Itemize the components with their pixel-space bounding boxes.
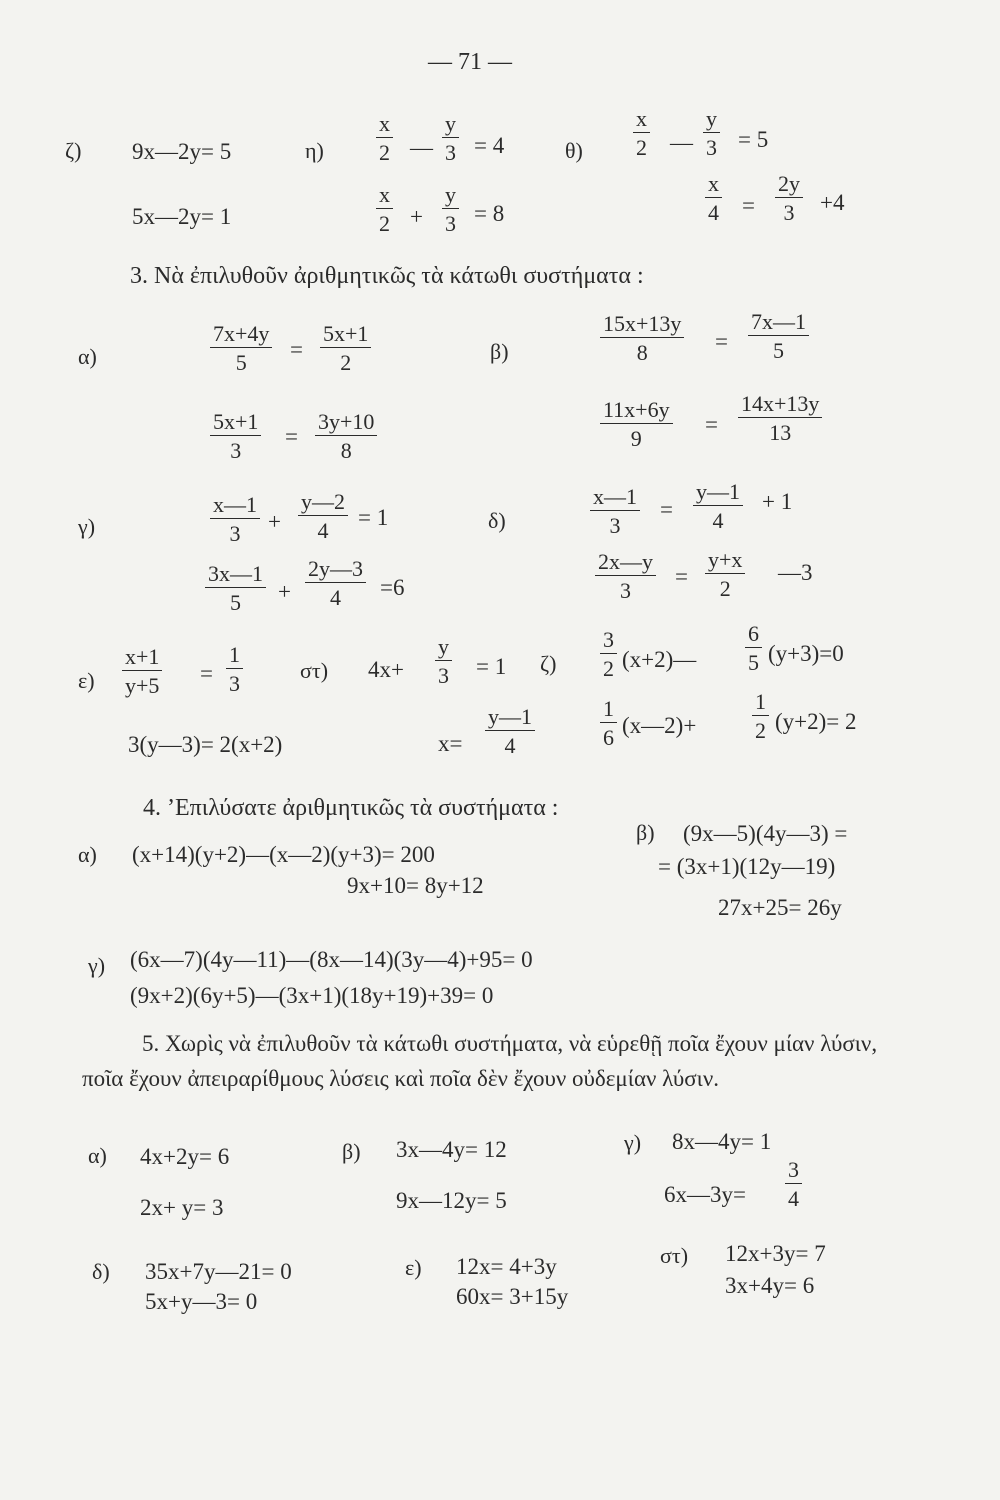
equation-rhs: = 4: [474, 133, 505, 158]
ex3-delta-label: δ): [488, 508, 506, 533]
fraction: $\frac{1}{3}$: [226, 643, 243, 695]
ex2-zeta-eq2: 5x—2y= 1: [132, 204, 232, 229]
ex5-epsilon-label: ε): [405, 1255, 422, 1280]
exercise-3-heading: 3. Νὰ ἐπιλυθοῦν ἀριθμητικῶς τὰ κάτωθι συστήματα :: [130, 263, 644, 289]
ex5-alpha-eq2: 2x+ y= 3: [140, 1195, 224, 1220]
fraction: $\frac{y}{3}$: [442, 183, 459, 235]
fraction: $\frac{y}{3}$: [703, 107, 720, 159]
ex5-beta-eq1: 3x—4y= 12: [396, 1137, 507, 1162]
fraction: $\frac{14x+13y}{13}$: [738, 392, 822, 444]
exercise-4-heading: 4. ʼΕπιλύσατε ἀριθμητικῶς τὰ συστήματα :: [143, 795, 559, 821]
ex4-alpha-label: α): [78, 842, 97, 867]
equation-rhs: (y+2)= 2: [775, 709, 857, 734]
ex5-beta-label: β): [342, 1139, 361, 1164]
equation-rhs: + 1: [762, 489, 793, 514]
equation-rhs: = 1: [476, 654, 507, 679]
equation-rhs: (y+3)=0: [768, 641, 844, 666]
fraction: $\frac{x}{4}$: [705, 172, 722, 224]
equation-rhs: = 1: [358, 505, 389, 530]
fraction: $\frac{7x—1}{5}$: [748, 310, 809, 362]
ex5-stigma-eq1: 12x+3y= 7: [725, 1241, 826, 1266]
ex2-theta-label: θ): [565, 138, 583, 163]
fraction: $\frac{y+x}{2}$: [705, 548, 745, 600]
page-number: — 71 —: [428, 49, 512, 75]
fraction: $\frac{11x+6y}{9}$: [600, 398, 673, 450]
ex5-delta-eq2: 5x+y—3= 0: [145, 1289, 258, 1314]
ex4-alpha-eq1: (x+14)(y+2)—(x—2)(y+3)= 200: [132, 842, 435, 867]
ex5-gamma-label: γ): [624, 1130, 642, 1155]
operator: —: [670, 130, 693, 155]
fraction: $\frac{3}{4}$: [785, 1158, 802, 1210]
ex4-gamma-eq2: (9x+2)(6y+5)—(3x+1)(18y+19)+39= 0: [130, 983, 494, 1008]
ex2-zeta-label: ζ): [65, 138, 82, 163]
equation-rhs: = 8: [474, 201, 505, 226]
operator: +: [278, 579, 291, 604]
equation-rhs: =6: [380, 575, 405, 600]
fraction: $\frac{x—1}{3}$: [590, 485, 640, 537]
ex2-zeta-eq1: 9x—2y= 5: [132, 139, 232, 164]
fraction: $\frac{x—1}{3}$: [210, 493, 260, 545]
ex5-delta-label: δ): [92, 1259, 110, 1284]
ex5-stigma-eq2: 3x+4y= 6: [725, 1273, 815, 1298]
fraction: $\frac{2y}{3}$: [775, 172, 803, 224]
ex5-beta-eq2: 9x—12y= 5: [396, 1188, 507, 1213]
fraction: $\frac{5x+1}{3}$: [210, 410, 261, 462]
ex5-delta-eq1: 35x+7y—21= 0: [145, 1259, 292, 1284]
operator: =: [200, 661, 213, 686]
ex3-stigma-label: στ): [300, 658, 329, 683]
ex4-gamma-label: γ): [88, 953, 106, 978]
ex5-stigma-label: στ): [660, 1243, 689, 1268]
ex3-epsilon-eq2: 3(y—3)= 2(x+2): [128, 732, 283, 757]
ex3-epsilon-label: ε): [78, 668, 95, 693]
fraction: $\frac{y}{3}$: [442, 112, 459, 164]
operator: —: [410, 135, 433, 160]
ex3-zeta-label: ζ): [540, 651, 557, 676]
ex2-eta-label: η): [305, 138, 324, 163]
fraction: $\frac{2y—3}{4}$: [305, 557, 366, 609]
fraction: $\frac{7x+4y}{5}$: [210, 322, 272, 374]
equation-term: (x—2)+: [622, 713, 697, 738]
fraction: $\frac{x}{2}$: [376, 112, 393, 164]
operator: +: [268, 509, 281, 534]
fraction: $\frac{y—2}{4}$: [298, 490, 348, 542]
fraction: $\frac{x+1}{y+5}$: [122, 645, 162, 697]
fraction: $\frac{1}{6}$: [600, 697, 617, 749]
equation-lhs: x=: [438, 731, 463, 756]
ex4-beta-eq2: 27x+25= 26y: [718, 895, 842, 920]
equation-rhs: +4: [820, 190, 845, 215]
fraction: $\frac{3}{2}$: [600, 628, 617, 680]
ex3-alpha-label: α): [78, 344, 97, 369]
fraction: $\frac{5x+1}{2}$: [320, 322, 371, 374]
fraction: $\frac{3x—1}{5}$: [205, 562, 266, 614]
operator: =: [285, 424, 298, 449]
operator: =: [705, 412, 718, 437]
exercise-5-heading: 5. Χωρὶς νὰ ἐπιλυθοῦν τὰ κάτωθι συστήματα, νὰ εὑρεθῇ ποῖα ἔχουν μίαν λύσιν, ποῖα ἔχουν ἀπειραρίθμους λύσεις καὶ ποῖα δὲν ἔχουν οὐδεμίαν λύσιν.: [82, 1031, 878, 1091]
ex3-gamma-label: γ): [78, 514, 96, 539]
fraction: $\frac{y}{3}$: [435, 635, 452, 687]
operator: =: [742, 193, 755, 218]
ex5-gamma-eq2: 6x—3y=: [664, 1182, 746, 1207]
ex5-alpha-label: α): [88, 1143, 107, 1168]
ex4-beta-label: β): [636, 820, 655, 845]
fraction: $\frac{6}{5}$: [745, 622, 762, 674]
ex4-alpha-eq2: 9x+10= 8y+12: [347, 873, 484, 898]
fraction: $\frac{2x—y}{3}$: [595, 550, 656, 602]
ex5-gamma-eq1: 8x—4y= 1: [672, 1129, 772, 1154]
equation-rhs: = 5: [738, 127, 769, 152]
ex4-gamma-eq1: (6x—7)(4y—11)—(8x—14)(3y—4)+95= 0: [130, 947, 533, 972]
operator: =: [675, 564, 688, 589]
fraction: $\frac{x}{2}$: [376, 183, 393, 235]
ex4-beta-eq1b: = (3x+1)(12y—19): [658, 854, 836, 879]
fraction: $\frac{15x+13y}{8}$: [600, 312, 684, 364]
equation-rhs: —3: [778, 560, 813, 585]
fraction: $\frac{y—1}{4}$: [485, 705, 535, 757]
fraction: $\frac{x}{2}$: [633, 107, 650, 159]
ex5-alpha-eq1: 4x+2y= 6: [140, 1144, 230, 1169]
equation-lhs: 4x+: [368, 657, 404, 682]
operator: =: [715, 329, 728, 354]
fraction: $\frac{y—1}{4}$: [693, 480, 743, 532]
fraction: $\frac{3y+10}{8}$: [315, 410, 377, 462]
operator: =: [290, 337, 303, 362]
operator: +: [410, 204, 423, 229]
ex3-beta-label: β): [490, 339, 509, 364]
operator: =: [660, 497, 673, 522]
ex5-epsilon-eq2: 60x= 3+15y: [456, 1284, 569, 1309]
fraction: $\frac{1}{2}$: [752, 690, 769, 742]
ex5-epsilon-eq1: 12x= 4+3y: [456, 1254, 557, 1279]
equation-term: (x+2)—: [622, 647, 697, 672]
ex4-beta-eq1: (9x—5)(4y—3) =: [683, 821, 848, 846]
